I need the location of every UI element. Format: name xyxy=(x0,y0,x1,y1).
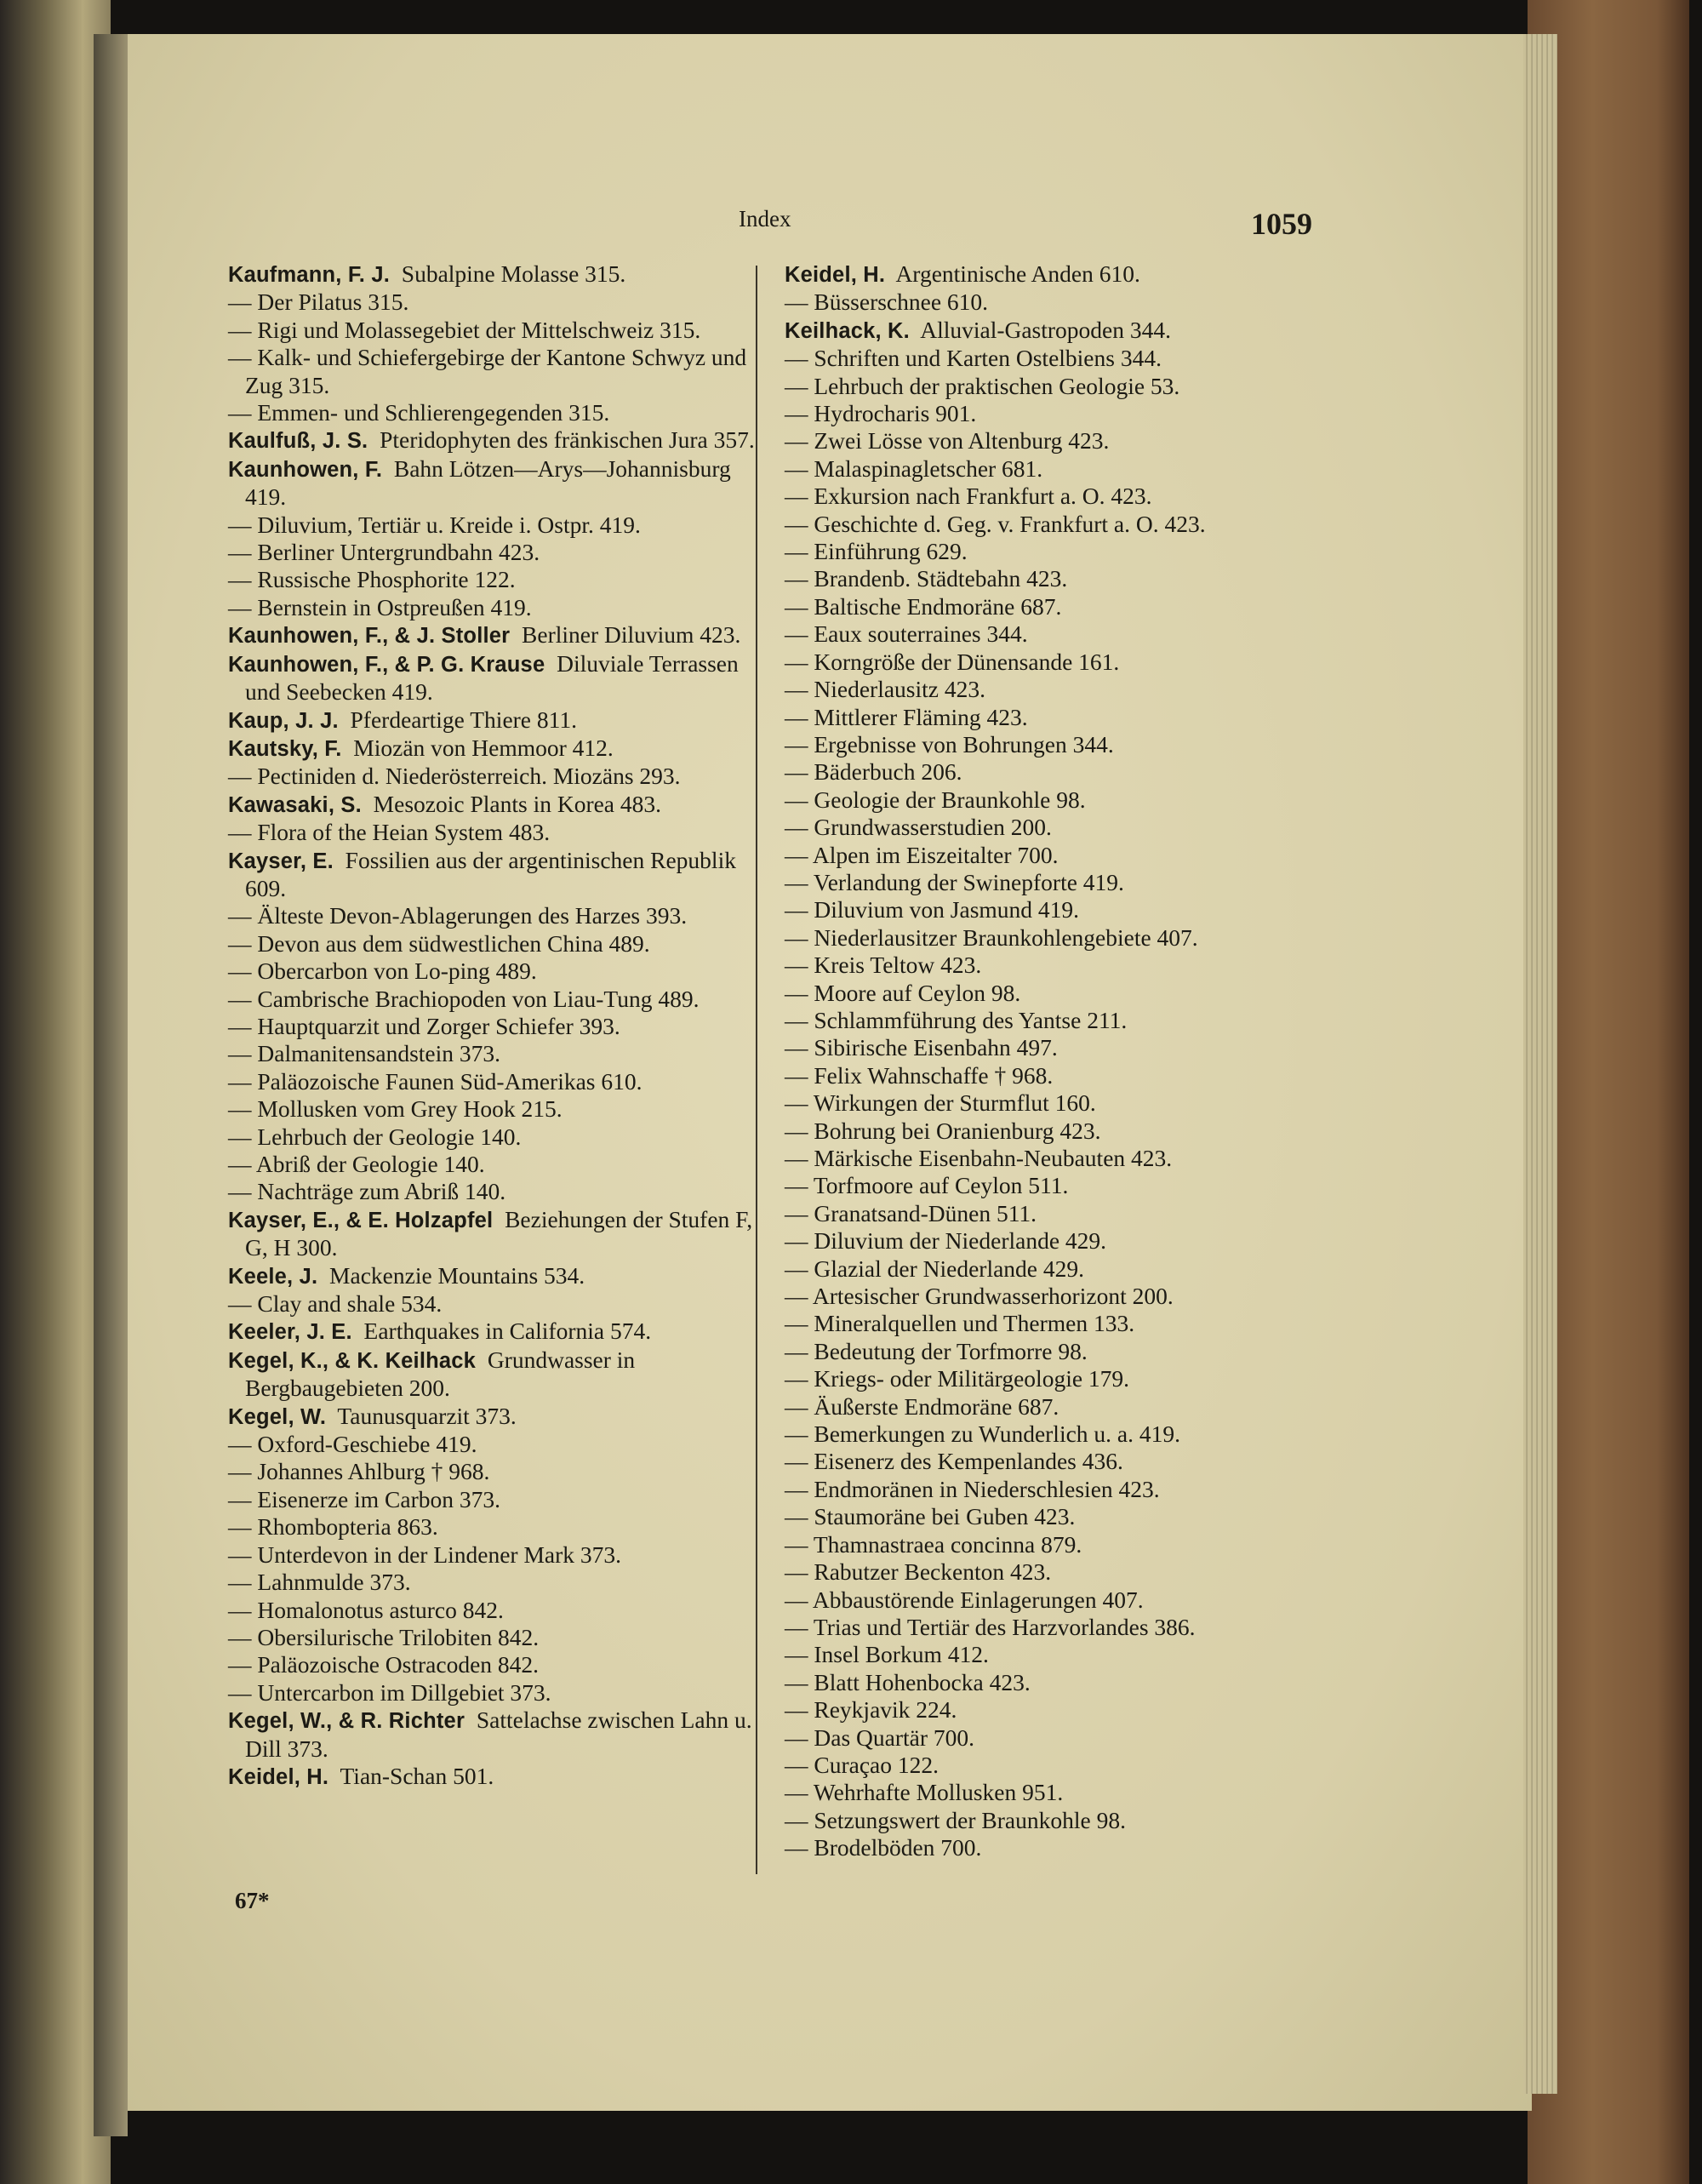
index-entry xyxy=(785,896,1329,923)
index-column-left xyxy=(228,260,764,1791)
index-entry-text: — Märkische Eisenbahn-Neubauten 423. xyxy=(785,1145,1173,1171)
index-entry-text: — Rhombopteria 863. xyxy=(228,1513,438,1541)
index-entry xyxy=(785,1255,1329,1283)
index-entry-text: — Brandenb. Städtebahn 423. xyxy=(785,565,1068,592)
index-entry xyxy=(228,1290,764,1318)
index-entry-text: — Das Quartär 700. xyxy=(785,1724,974,1751)
index-entry xyxy=(228,399,764,426)
index-entry-author: Keidel, H. xyxy=(785,263,886,287)
index-entry xyxy=(228,1651,764,1678)
index-entry xyxy=(785,1283,1329,1310)
index-entry-text: — Paläozoische Ostracoden 842. xyxy=(228,1651,540,1678)
index-entry xyxy=(785,1200,1329,1227)
index-entry xyxy=(785,1641,1329,1668)
index-entry-text: — Sibirische Eisenbahn 497. xyxy=(785,1034,1058,1061)
index-entry-text: — Cambrische Brachiopoden von Liau-Tung 489. xyxy=(228,985,700,1012)
index-entry-text: — Setzungswert der Braunkohle 98. xyxy=(785,1806,1126,1833)
index-entry-text: Tian-Schan 501. xyxy=(340,1762,494,1789)
index-entry-text: Grundwasser in Bergbaugebieten 200. xyxy=(245,1346,636,1402)
index-entry xyxy=(228,344,764,399)
index-entry-text: — Staumoräne bei Guben 423. xyxy=(785,1503,1076,1530)
index-entry-author: Kegel, W. xyxy=(228,1404,327,1429)
index-entry xyxy=(228,1318,764,1346)
index-entry-author: Kautsky, F. xyxy=(228,736,342,761)
column-divider xyxy=(756,266,757,1874)
index-entry-text: — Zwei Lösse von Altenburg 423. xyxy=(785,427,1110,455)
index-entry-text: — Abriß der Geologie 140. xyxy=(228,1151,485,1177)
index-entry-text: — Äußerste Endmoräne 687. xyxy=(785,1392,1059,1420)
index-entry xyxy=(785,731,1329,758)
index-entry xyxy=(228,1262,764,1290)
index-entry-author: Kaufmann, F. J. xyxy=(228,263,391,287)
index-entry xyxy=(785,1007,1329,1034)
index-entry-text: — Blatt Hohenbocka 423. xyxy=(785,1668,1031,1695)
index-entry-text: — Homalonotus asturco 842. xyxy=(228,1596,504,1623)
index-entry-text: — Hauptquarzit und Zorger Schiefer 393. xyxy=(228,1012,620,1039)
index-entry xyxy=(228,317,764,344)
index-entry-text: Pteridophyten des fränkischen Jura 357. xyxy=(380,426,755,454)
index-entry-text: — Eaux souterraines 344. xyxy=(785,620,1028,648)
index-entry xyxy=(228,986,764,1013)
index-entry xyxy=(228,1541,764,1569)
index-entry-text: — Geologie der Braunkohle 98. xyxy=(785,786,1086,813)
page-number: 1059 xyxy=(1251,207,1312,241)
index-entry xyxy=(785,1724,1329,1752)
index-entry-text: — Mineralquellen und Thermen 133. xyxy=(785,1310,1135,1337)
index-entry-text: — Exkursion nach Frankfurt a. O. 423. xyxy=(785,483,1152,510)
index-entry-text: — Bernstein in Ostpreußen 419. xyxy=(228,593,532,620)
index-entry xyxy=(785,345,1329,372)
index-entry xyxy=(228,260,764,289)
index-entry-text: — Mollusken vom Grey Hook 215. xyxy=(228,1095,563,1123)
index-entry xyxy=(785,1669,1329,1696)
index-entry xyxy=(228,289,764,316)
index-entry-text: Mackenzie Mountains 534. xyxy=(329,1261,585,1289)
index-entry xyxy=(785,1779,1329,1806)
index-entry xyxy=(785,1393,1329,1421)
index-entry-text: — Korngröße der Dünensande 161. xyxy=(785,648,1120,675)
index-entry xyxy=(785,952,1329,979)
index-entry xyxy=(228,1068,764,1095)
index-entry-text: — Nachträge zum Abriß 140. xyxy=(228,1178,506,1205)
index-entry-text: — Thamnastraea concinna 879. xyxy=(785,1530,1082,1558)
index-entry xyxy=(785,1834,1329,1861)
index-entry-text: Taunusquarzit 373. xyxy=(337,1402,517,1429)
index-entry xyxy=(785,511,1329,538)
index-entry-text: — Trias und Tertiär des Harzvorlandes 386. xyxy=(785,1613,1196,1640)
index-entry-text: — Abbaustörende Einlagerungen 407. xyxy=(785,1586,1144,1613)
index-entry xyxy=(228,566,764,593)
index-entry-text: — Lehrbuch der praktischen Geologie 53. xyxy=(785,372,1180,399)
index-entry xyxy=(228,1458,764,1485)
index-entry xyxy=(785,1062,1329,1089)
index-entry xyxy=(785,1365,1329,1392)
facing-page-edge xyxy=(94,34,128,2136)
index-entry xyxy=(228,426,764,455)
index-entry xyxy=(785,483,1329,510)
index-entry xyxy=(228,594,764,621)
index-column-right xyxy=(785,260,1329,1862)
index-entry xyxy=(228,1151,764,1178)
index-entry-author: Kaulfuß, J. S. xyxy=(228,429,368,454)
index-entry-author: Keidel, H. xyxy=(228,1764,329,1789)
index-entry xyxy=(785,1118,1329,1145)
index-entry-text: — Reykjavik 224. xyxy=(785,1696,957,1724)
index-entry-text: — Brodelböden 700. xyxy=(785,1834,982,1861)
index-entry-text: Sattelachse zwischen Lahn u. Dill 373. xyxy=(245,1707,752,1762)
index-entry-author: Kegel, K., & K. Keilhack xyxy=(228,1348,477,1373)
index-entry xyxy=(785,1421,1329,1448)
index-entry xyxy=(785,260,1329,289)
index-entry-text: Beziehungen der Stufen F, G, H 300. xyxy=(245,1205,753,1261)
index-entry-text: — Geschichte d. Geg. v. Frankfurt a. O. 423. xyxy=(785,510,1206,537)
index-entry xyxy=(785,704,1329,731)
index-entry xyxy=(785,1696,1329,1724)
index-entry xyxy=(785,1034,1329,1061)
index-entry xyxy=(228,958,764,985)
index-entry-text: — Kalk- und Schiefergebirge der Kantone Schwyz und Zug 315. xyxy=(228,344,747,398)
index-entry xyxy=(228,1040,764,1067)
index-entry xyxy=(228,621,764,649)
index-entry xyxy=(785,1145,1329,1172)
index-entry-text: — Johannes Ahlburg † 968. xyxy=(228,1458,490,1485)
index-entry-text: — Bohrung bei Oranienburg 423. xyxy=(785,1117,1101,1144)
index-entry xyxy=(785,538,1329,565)
index-entry-text: Fossilien aus der argentinischen Republik 609. xyxy=(245,846,736,901)
index-entry-author: Keele, J. xyxy=(228,1264,318,1289)
index-entry xyxy=(785,373,1329,400)
index-entry xyxy=(228,1013,764,1040)
index-entry xyxy=(228,455,764,512)
index-entry-text: — Lehrbuch der Geologie 140. xyxy=(228,1123,522,1150)
index-entry-text: — Artesischer Grundwasserhorizont 200. xyxy=(785,1283,1174,1310)
running-head: Index xyxy=(739,206,791,232)
index-entry-text: — Kriegs- oder Militärgeologie 179. xyxy=(785,1365,1130,1392)
index-entry-text: Mesozoic Plants in Korea 483. xyxy=(373,790,662,817)
index-entry-author: Kaunhowen, F., & P. G. Krause xyxy=(228,652,545,677)
index-entry-text: — Alpen im Eiszeitalter 700. xyxy=(785,841,1059,868)
index-entry-author: Kayser, E. xyxy=(228,849,334,873)
index-entry xyxy=(785,1531,1329,1558)
index-entry-text: — Oxford-Geschiebe 419. xyxy=(228,1431,477,1458)
index-entry xyxy=(785,842,1329,869)
index-entry xyxy=(228,763,764,790)
index-entry-text: — Moore auf Ceylon 98. xyxy=(785,979,1021,1006)
index-entry-text: — Berliner Untergrundbahn 423. xyxy=(228,539,540,566)
index-entry xyxy=(785,593,1329,620)
index-entry-text: — Clay and shale 534. xyxy=(228,1290,443,1318)
index-entry-text: — Niederlausitzer Braunkohlengebiete 407. xyxy=(785,923,1198,951)
index-entry-text: — Obercarbon von Lo-ping 489. xyxy=(228,958,537,985)
index-entry xyxy=(785,400,1329,427)
index-entry xyxy=(228,1206,764,1262)
index-entry-text: — Bedeutung der Torfmorre 98. xyxy=(785,1337,1088,1364)
index-entry xyxy=(785,1558,1329,1586)
index-entry-text: — Devon aus dem südwestlichen China 489. xyxy=(228,929,650,957)
index-entry xyxy=(785,427,1329,455)
index-entry xyxy=(785,1448,1329,1475)
index-entry xyxy=(228,1178,764,1205)
page-stack-edges xyxy=(1523,34,1557,2094)
index-entry xyxy=(228,1569,764,1596)
index-entry-text: — Diluvium, Tertiär u. Kreide i. Ostpr. 419. xyxy=(228,511,641,538)
index-entry-text: — Granatsand-Dünen 511. xyxy=(785,1199,1037,1226)
index-entry-text: Subalpine Molasse 315. xyxy=(401,260,626,287)
index-entry xyxy=(785,1089,1329,1117)
index-entry-text: — Flora of the Heian System 483. xyxy=(228,819,551,846)
index-entry xyxy=(228,650,764,706)
index-entry xyxy=(785,814,1329,841)
index-entry xyxy=(785,1752,1329,1779)
index-entry-text: — Diluvium der Niederlande 429. xyxy=(785,1227,1107,1255)
index-entry xyxy=(228,930,764,958)
index-entry-text: Alluvial-Gastropoden 344. xyxy=(920,316,1172,343)
index-entry-text: — Insel Borkum 412. xyxy=(785,1641,989,1668)
index-entry-author: Kegel, W., & R. Richter xyxy=(228,1709,465,1734)
index-entry-text: — Pectiniden d. Niederösterreich. Miozäns 293. xyxy=(228,763,681,790)
index-entry xyxy=(228,847,764,903)
index-entry xyxy=(785,620,1329,648)
index-entry-text: — Lahnmulde 373. xyxy=(228,1569,411,1596)
index-entry xyxy=(785,565,1329,592)
index-entry-text: — Rigi und Molassegebiet der Mittelschweiz 315. xyxy=(228,316,701,343)
index-entry-author: Kayser, E., & E. Holzapfel xyxy=(228,1208,494,1232)
index-entry-text: — Emmen- und Schlierengegenden 315. xyxy=(228,399,610,426)
index-entry-text: — Curaçao 122. xyxy=(785,1751,939,1778)
index-entry xyxy=(228,735,764,763)
index-entry-text: — Hydrocharis 901. xyxy=(785,400,977,427)
index-entry xyxy=(785,1807,1329,1834)
index-entry-text: — Niederlausitz 423. xyxy=(785,676,985,703)
index-entry-text: — Malaspinagletscher 681. xyxy=(785,455,1043,482)
index-entry xyxy=(785,980,1329,1007)
index-entry-author: Kawasaki, S. xyxy=(228,792,362,817)
index-entry-text: — Mittlerer Fläming 423. xyxy=(785,703,1028,730)
index-entry xyxy=(785,758,1329,786)
index-entry xyxy=(785,1587,1329,1614)
index-entry xyxy=(228,1513,764,1541)
index-entry xyxy=(228,1763,764,1791)
index-entry-text: — Wehrhafte Mollusken 951. xyxy=(785,1779,1064,1806)
index-entry-text: — Endmoränen in Niederschlesien 423. xyxy=(785,1475,1160,1502)
index-entry-text: — Der Pilatus 315. xyxy=(228,289,409,316)
index-entry xyxy=(228,819,764,846)
index-entry-text: — Eisenerz des Kempenlandes 436. xyxy=(785,1448,1123,1475)
signature-mark: 67* xyxy=(235,1888,270,1913)
index-entry xyxy=(228,1346,764,1403)
index-entry-author: Kaunhowen, F., & J. Stoller xyxy=(228,624,511,649)
index-entry-text: — Paläozoische Faunen Süd-Amerikas 610. xyxy=(228,1067,643,1095)
index-entry-author: Keilhack, K. xyxy=(785,318,910,343)
index-entry xyxy=(228,1431,764,1458)
index-entry xyxy=(785,924,1329,952)
index-entry xyxy=(785,1338,1329,1365)
index-entry-text: — Schriften und Karten Ostelbiens 344. xyxy=(785,345,1162,372)
index-entry-text: — Russische Phosphorite 122. xyxy=(228,566,516,593)
index-entry-text: — Wirkungen der Sturmflut 160. xyxy=(785,1089,1096,1117)
index-entry-text: — Diluvium von Jasmund 419. xyxy=(785,896,1080,923)
index-entry-text: — Felix Wahnschaffe † 968. xyxy=(785,1061,1054,1089)
index-entry-text: — Untercarbon im Dillgebiet 373. xyxy=(228,1678,551,1706)
index-entry-text: — Schlammführung des Yantse 211. xyxy=(785,1006,1128,1033)
index-entry-author: Keeler, J. E. xyxy=(228,1320,352,1345)
index-entry-text: — Baltische Endmoräne 687. xyxy=(785,592,1062,620)
index-entry xyxy=(785,455,1329,483)
index-entry xyxy=(228,1679,764,1707)
index-entry xyxy=(228,1624,764,1651)
index-entry-text: — Glazial der Niederlande 429. xyxy=(785,1255,1085,1282)
index-entry-author: Kaunhowen, F. xyxy=(228,457,383,482)
index-entry-text: — Älteste Devon-Ablagerungen des Harzes 393. xyxy=(228,902,688,929)
index-entry-text: Bahn Lötzen—Arys—Johannisburg 419. xyxy=(245,455,731,511)
index-entry xyxy=(228,791,764,819)
index-entry xyxy=(785,1503,1329,1530)
index-entry-text: Pferdeartige Thiere 811. xyxy=(350,706,577,733)
index-entry-text: Diluviale Terrassen und Seebecken 419. xyxy=(245,649,739,706)
index-entry-text: — Büsserschnee 610. xyxy=(785,289,989,316)
index-entry xyxy=(228,1597,764,1624)
index-entry-text: — Obersilurische Trilobiten 842. xyxy=(228,1623,540,1650)
index-entry xyxy=(228,1095,764,1123)
index-entry-text: — Ergebnisse von Bohrungen 344. xyxy=(785,730,1114,758)
index-entry-text: Argentinische Anden 610. xyxy=(895,260,1140,287)
index-entry xyxy=(785,786,1329,814)
index-entry xyxy=(228,1123,764,1151)
index-entry xyxy=(785,289,1329,316)
index-entry xyxy=(785,869,1329,896)
index-entry-text: — Torfmoore auf Ceylon 511. xyxy=(785,1172,1069,1199)
index-entry xyxy=(228,706,764,735)
index-entry xyxy=(228,1486,764,1513)
index-entry xyxy=(228,512,764,539)
index-entry xyxy=(785,676,1329,703)
index-entry-author: Kaup, J. J. xyxy=(228,708,339,733)
index-entry-text: — Kreis Teltow 423. xyxy=(785,952,982,979)
index-entry-text: — Dalmanitensandstein 373. xyxy=(228,1040,501,1067)
index-entry-text: Berliner Diluvium 423. xyxy=(522,621,741,649)
index-entry-text: — Unterdevon in der Lindener Mark 373. xyxy=(228,1541,622,1568)
index-entry-text: — Rabutzer Beckenton 423. xyxy=(785,1558,1052,1586)
index-entry-text: — Bäderbuch 206. xyxy=(785,758,962,786)
index-entry xyxy=(228,1707,764,1763)
index-entry xyxy=(785,1172,1329,1199)
index-entry-text: — Eisenerze im Carbon 373. xyxy=(228,1485,500,1512)
index-entry-text: — Bemerkungen zu Wunderlich u. a. 419. xyxy=(785,1421,1181,1448)
index-entry xyxy=(785,1310,1329,1337)
index-entry-text: Earthquakes in California 574. xyxy=(363,1318,652,1345)
index-entry xyxy=(785,1614,1329,1641)
index-entry xyxy=(785,317,1329,345)
index-entry xyxy=(785,1227,1329,1255)
index-entry-text: Miozän von Hemmoor 412. xyxy=(353,734,614,761)
index-entry xyxy=(228,539,764,566)
index-entry-text: — Verlandung der Swinepforte 419. xyxy=(785,868,1124,895)
index-entry-text: — Grundwasserstudien 200. xyxy=(785,814,1052,841)
index-entry-text: — Einführung 629. xyxy=(785,538,968,565)
index-entry xyxy=(785,649,1329,676)
index-entry xyxy=(785,1476,1329,1503)
index-entry xyxy=(228,902,764,929)
index-entry xyxy=(228,1403,764,1431)
